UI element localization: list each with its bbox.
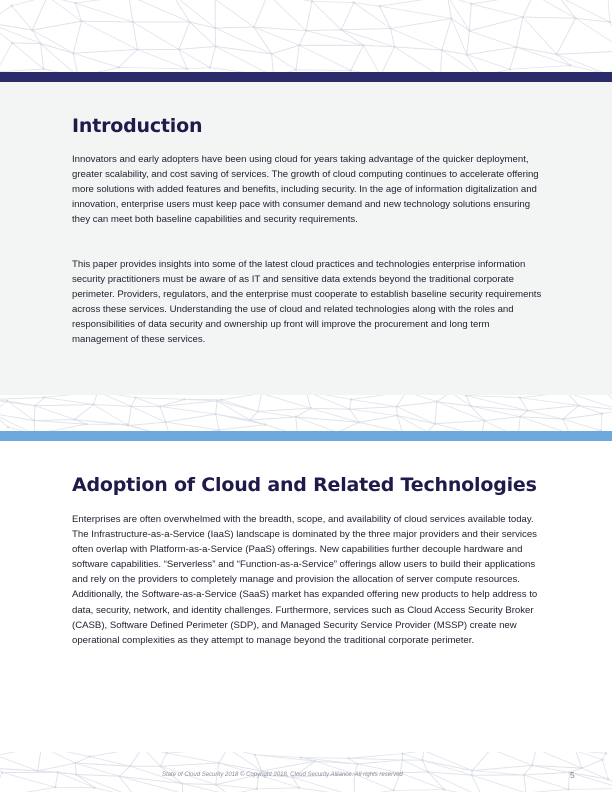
section-divider-band: [0, 431, 612, 441]
network-pattern-divider: [0, 395, 612, 431]
introduction-paragraph-2: This paper provides insights into some of the latest cloud practices and technologies enterprise information security practitioners must be aware of as IT and sensitive data extends beyond the traditional corporate perimeter. Providers, regulators, and the enterprise must cooperate to establish baseline security requirements across these services. Understanding the use of cloud and related technologies along with the roles and responsibilities of data security and ownership up front will improve the procurement and long term management of these services.: [72, 259, 542, 346]
adoption-paragraph-1: Enterprises are often overwhelmed with the breadth, scope, and availability of cloud services available today. The Infrastructure-as-a-Service (IaaS) landscape is dominated by the three major providers and their services often overlap with Platform-as-a-Service (PaaS) offerings. New capabilities further decouple hardware and software capabilities. “Serverless” and “Function-as-a-Service” offerings allow users to build their applications and rely on the providers to completely manage and provision the allocation of server compute resources. Additionally, the Software-as-a-Service (SaaS) market has expanded offering new products to help address to data, security, network, and identity challenges. Furthermore, services such as Cloud Access Security Broker (CASB), Software Defined Perimeter (SDP), and Managed Security Service Provider (MSSP) create new operational complexities as they attempt to manage beyond the traditional corporate perimeter.: [72, 514, 538, 646]
footer-copyright: State of Cloud Security 2018 © Copyright 2018, Cloud Security Alliance. All rights reserved: [162, 772, 403, 778]
adoption-heading: Adoption of Cloud and Related Technologies: [72, 474, 537, 496]
page-footer: [0, 772, 612, 784]
introduction-paragraph-1: Innovators and early adopters have been using cloud for years taking advantage of the quicker deployment, greater scalability, and cost saving of services. The growth of cloud computing continues to accelerate offering more solutions with added features and benefits, including security. In the age of information digitalization and innovation, enterprise users must keep pace with consumer demand and new technology solutions ensuring they can meet both baseline capabilities and security requirements.: [72, 154, 539, 226]
network-pattern-top: [0, 0, 612, 72]
page-number: 5: [570, 770, 575, 780]
header-band: [0, 72, 612, 82]
introduction-heading: Introduction: [72, 115, 203, 137]
